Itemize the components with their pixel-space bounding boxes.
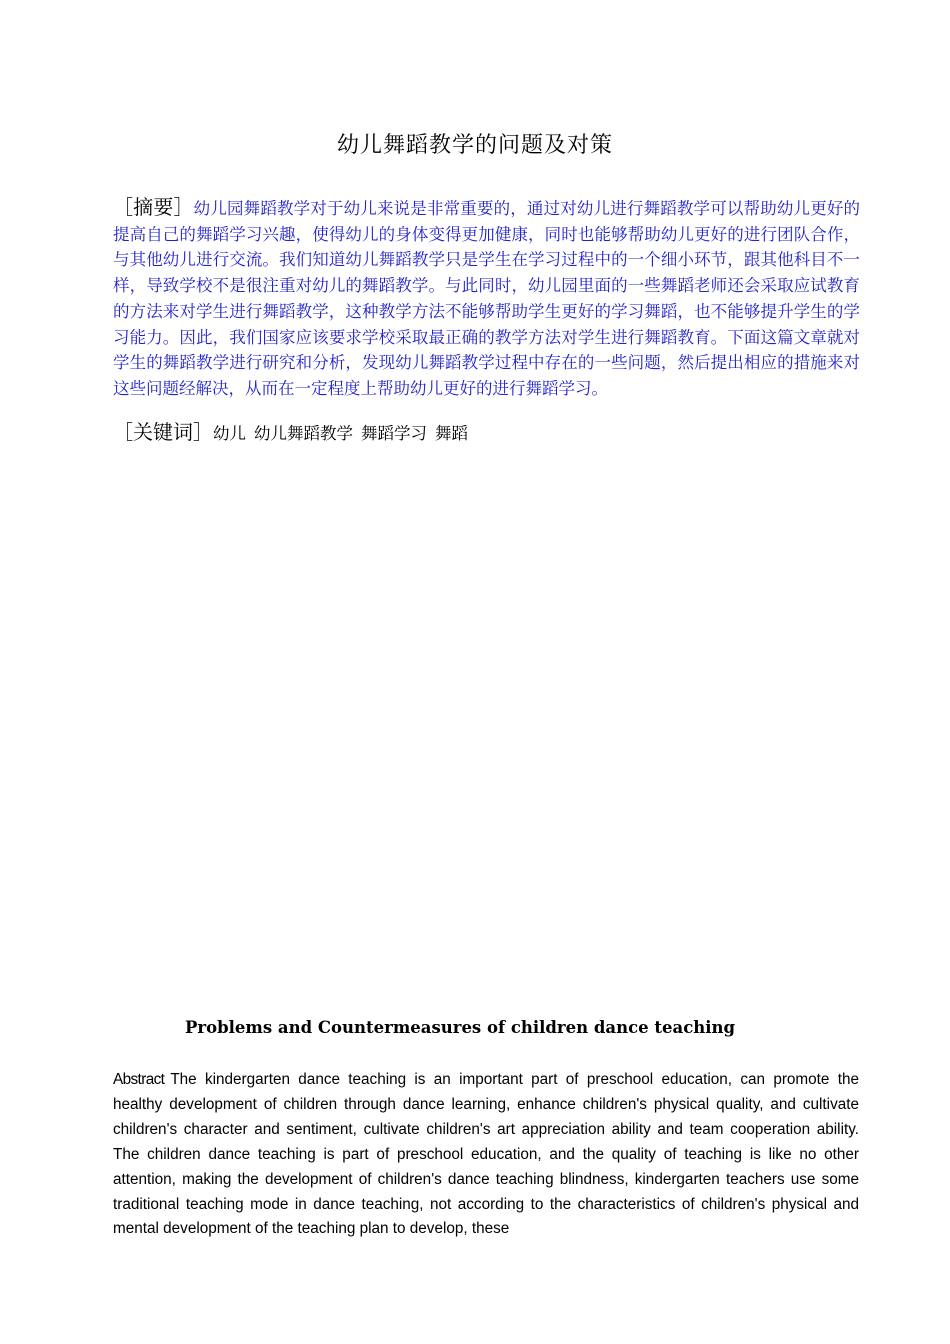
keyword: 幼儿舞蹈教学 bbox=[254, 424, 353, 443]
chinese-keywords bbox=[113, 420, 860, 446]
chinese-title: 幼儿舞蹈教学的问题及对策 bbox=[336, 133, 613, 158]
keyword: 幼儿 bbox=[213, 424, 246, 443]
keyword: 舞蹈学习 bbox=[361, 424, 427, 443]
keywords-label: ［关键词］ bbox=[113, 420, 213, 444]
keyword: 舞蹈 bbox=[435, 424, 468, 443]
chinese-abstract-text: 幼儿园舞蹈教学对于幼儿来说是非常重要的，通过对幼儿进行舞蹈教学可以帮助幼儿更好的提高自己的舞蹈学习兴趣，使得幼儿的身体变得更加健康，同时也能够帮助幼儿更好的进行团队合作，与其他幼儿进行交流。我们知道幼儿舞蹈教学只是学生在学习过程中的一个细小环节，跟其他科目不一样，导致学校不是很注重对幼儿的舞蹈教学。与此同时，幼儿园里面的一些舞蹈老师还会采取应试教育的方法来对学生进行舞蹈教学，这种教学方法不能够帮助学生更好的学习舞蹈，也不能够提升学生的学习能力。因此，我们国家应该要求学校采取最正确的教学方法对学生进行舞蹈教育。下面这篇文章就对学生的舞蹈教学进行研究和分析，发现幼儿舞蹈教学过程中存在的一些问题，然后提出相应的措施来对这些问题经解决，从而在一定程度上帮助幼儿更好的进行舞蹈学习。 bbox=[113, 199, 861, 398]
english-abstract bbox=[113, 1068, 859, 1242]
abstract-label: ［摘要］ bbox=[113, 195, 194, 219]
chinese-abstract bbox=[113, 195, 860, 402]
english-abstract-label: Abstract bbox=[113, 1071, 165, 1088]
english-abstract-text: The kindergarten dance teaching is an important part of preschool education, can promote the healthy development of children through dance learning, enhance children's physical quality, and cultivate children's character and sentiment, cultivate children's art appreciation ability and team cooperation ability. The children dance teaching is part of preschool education, and the quality of teaching is like no other attention, making the development of children's dance teaching blindness, kindergarten teachers use some traditional teaching mode in dance teaching, not according to the characteristics of children's physical and mental development of the teaching plan to develop, these bbox=[113, 1071, 859, 1238]
english-title: Problems and Countermeasures of children dance teaching bbox=[185, 1018, 736, 1037]
